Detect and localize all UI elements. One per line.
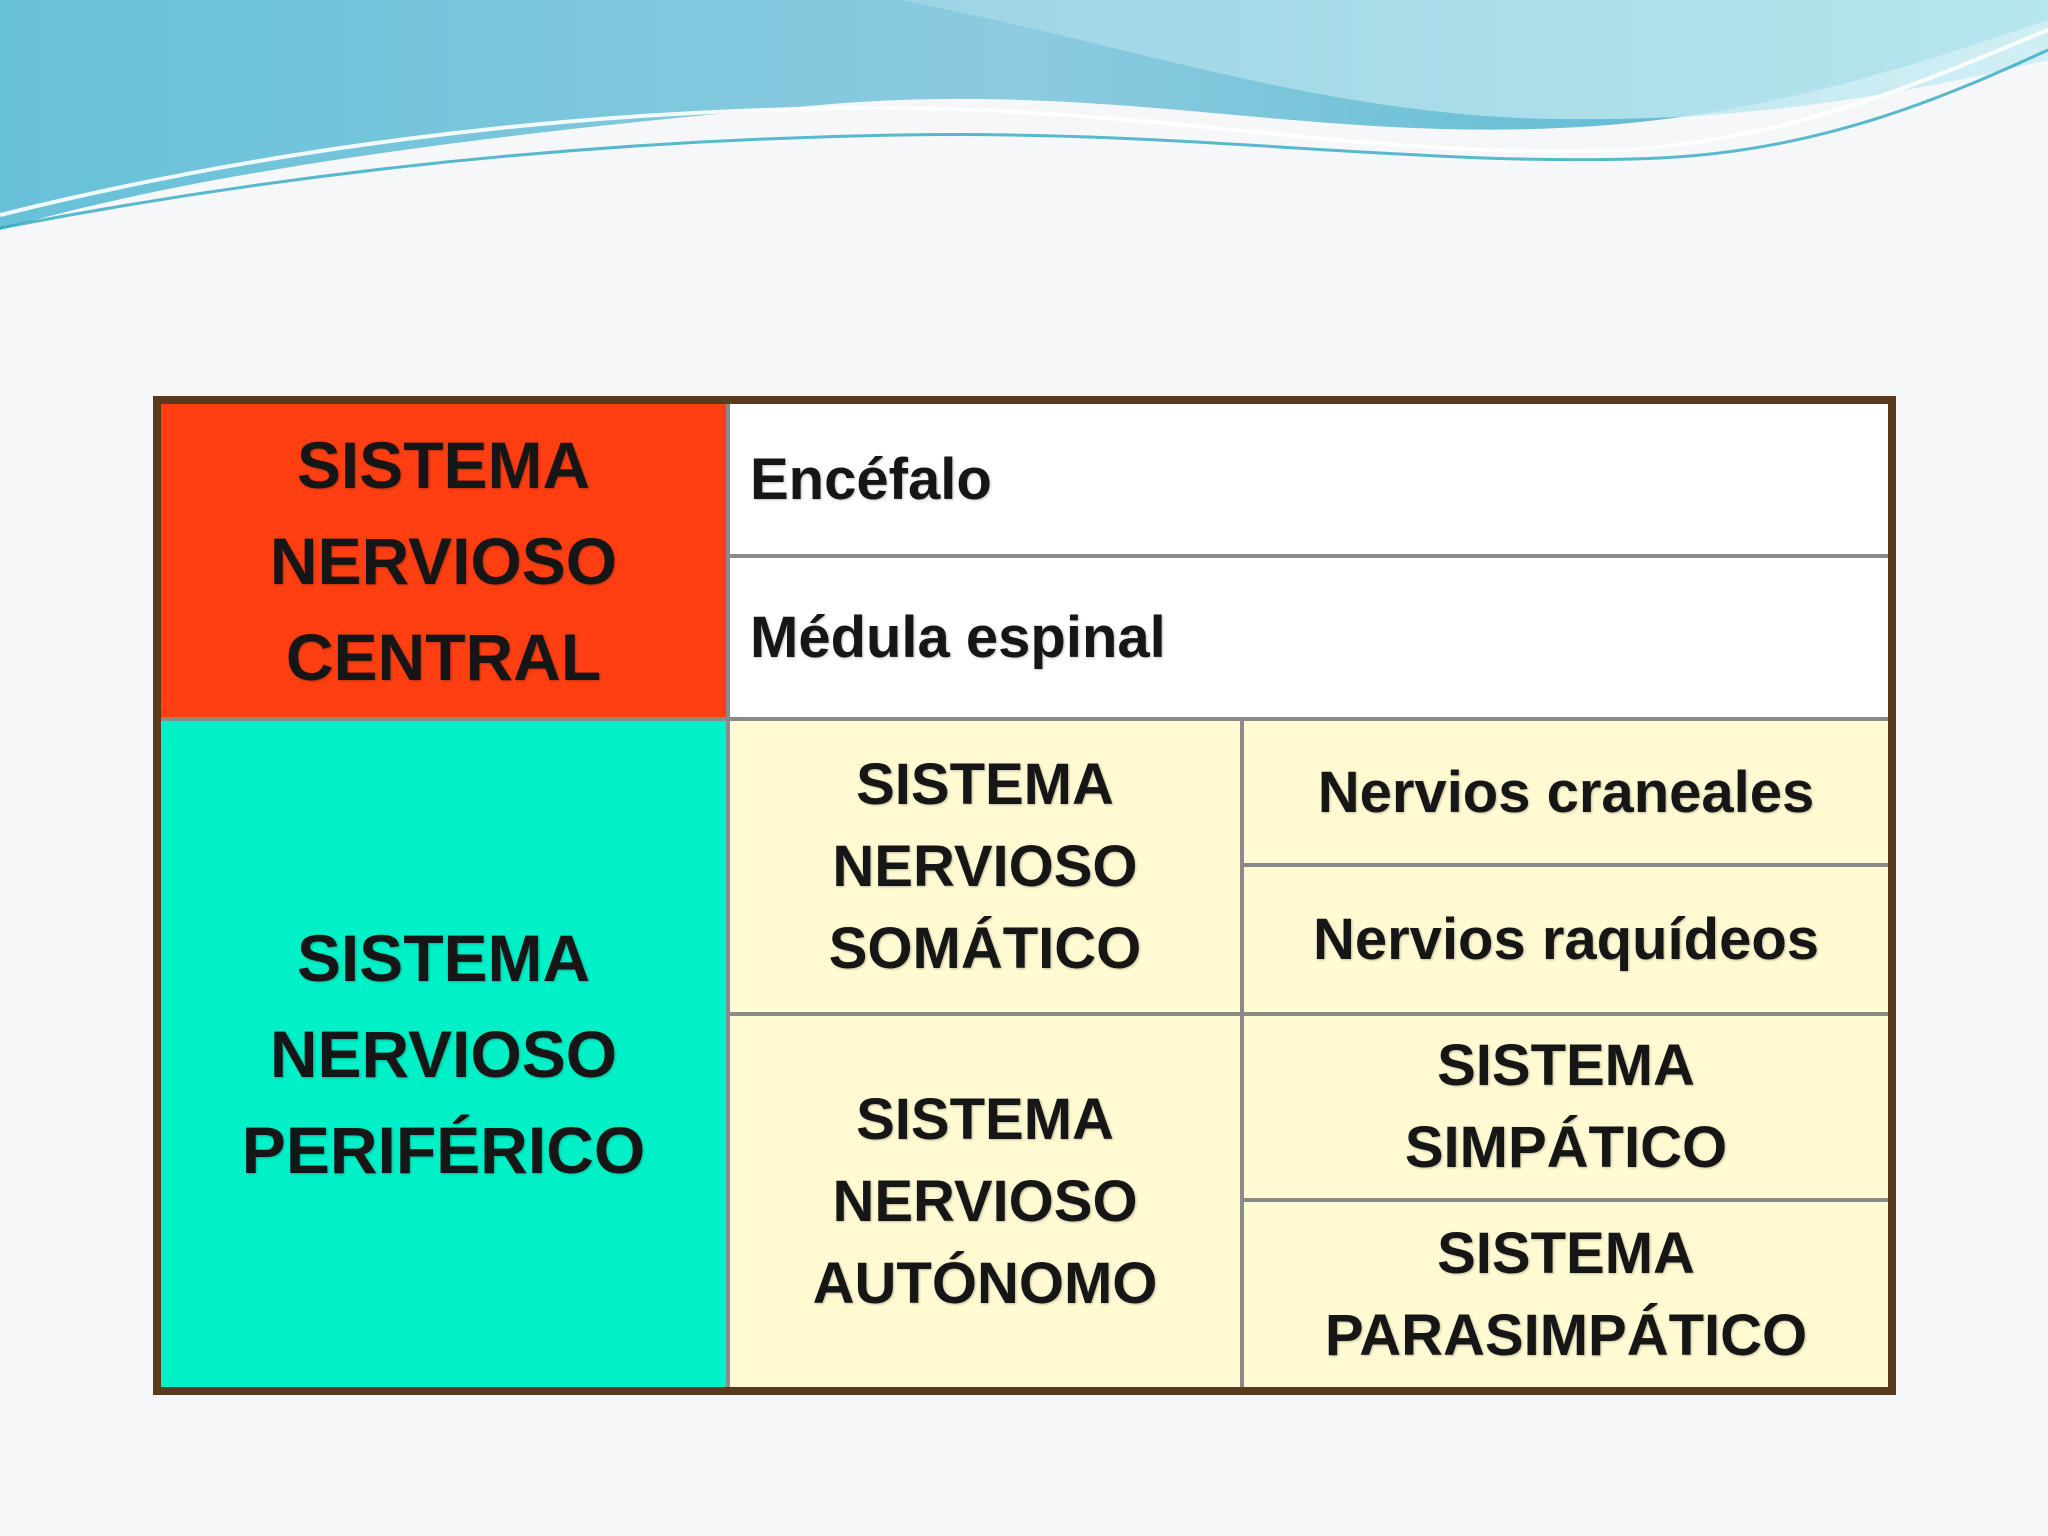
autonomic-label-cell bbox=[730, 1016, 1240, 1387]
cns-part-label: Médula espinal bbox=[750, 605, 1166, 670]
somatic-part-label: Nervios raquídeos bbox=[1312, 907, 1820, 972]
nervous-system-table bbox=[153, 396, 1896, 1395]
pns-title-line-1: SISTEMA bbox=[296, 921, 591, 995]
parasympathetic-cell bbox=[1244, 1202, 1888, 1387]
somatic-part-label: Nervios craneales bbox=[1317, 759, 1815, 825]
sympathetic-cell bbox=[1244, 1016, 1888, 1198]
cns-part-spinal-cord bbox=[730, 558, 1888, 717]
header-wave-decoration bbox=[0, 0, 2048, 260]
somatic-part-spinal-nerves bbox=[1244, 867, 1888, 1012]
pns-title-line-2: NERVIOSO bbox=[269, 1017, 618, 1091]
parasympathetic-line-2: PARASIMPÁTICO bbox=[1324, 1302, 1808, 1368]
cns-part-label: Encéfalo bbox=[750, 446, 992, 512]
cns-title-line-1: SISTEMA bbox=[296, 427, 591, 502]
cns-part-encephalon bbox=[730, 404, 1888, 554]
sympathetic-line-1: SISTEMA bbox=[1437, 1033, 1695, 1098]
cns-title-line-2: NERVIOSO bbox=[269, 523, 618, 598]
somatic-title-line-1: SISTEMA bbox=[856, 751, 1114, 817]
cns-title-line-3: CENTRAL bbox=[285, 619, 602, 694]
somatic-title-line-2: NERVIOSO bbox=[832, 833, 1138, 899]
parasympathetic-line-1: SISTEMA bbox=[1437, 1220, 1695, 1286]
pns-label-cell bbox=[161, 721, 726, 1387]
pns-title-line-3: PERIFÉRICO bbox=[241, 1113, 646, 1187]
somatic-label-cell bbox=[730, 721, 1240, 1012]
cns-label-cell bbox=[161, 404, 726, 717]
somatic-part-cranial-nerves bbox=[1244, 721, 1888, 863]
autonomic-title-line-1: SISTEMA bbox=[856, 1086, 1114, 1152]
autonomic-title-line-3: AUTÓNOMO bbox=[812, 1250, 1158, 1316]
sympathetic-line-2: SIMPÁTICO bbox=[1404, 1115, 1728, 1180]
table-grid bbox=[161, 404, 1888, 1387]
somatic-title-line-3: SOMÁTICO bbox=[828, 915, 1142, 981]
autonomic-title-line-2: NERVIOSO bbox=[832, 1168, 1138, 1234]
